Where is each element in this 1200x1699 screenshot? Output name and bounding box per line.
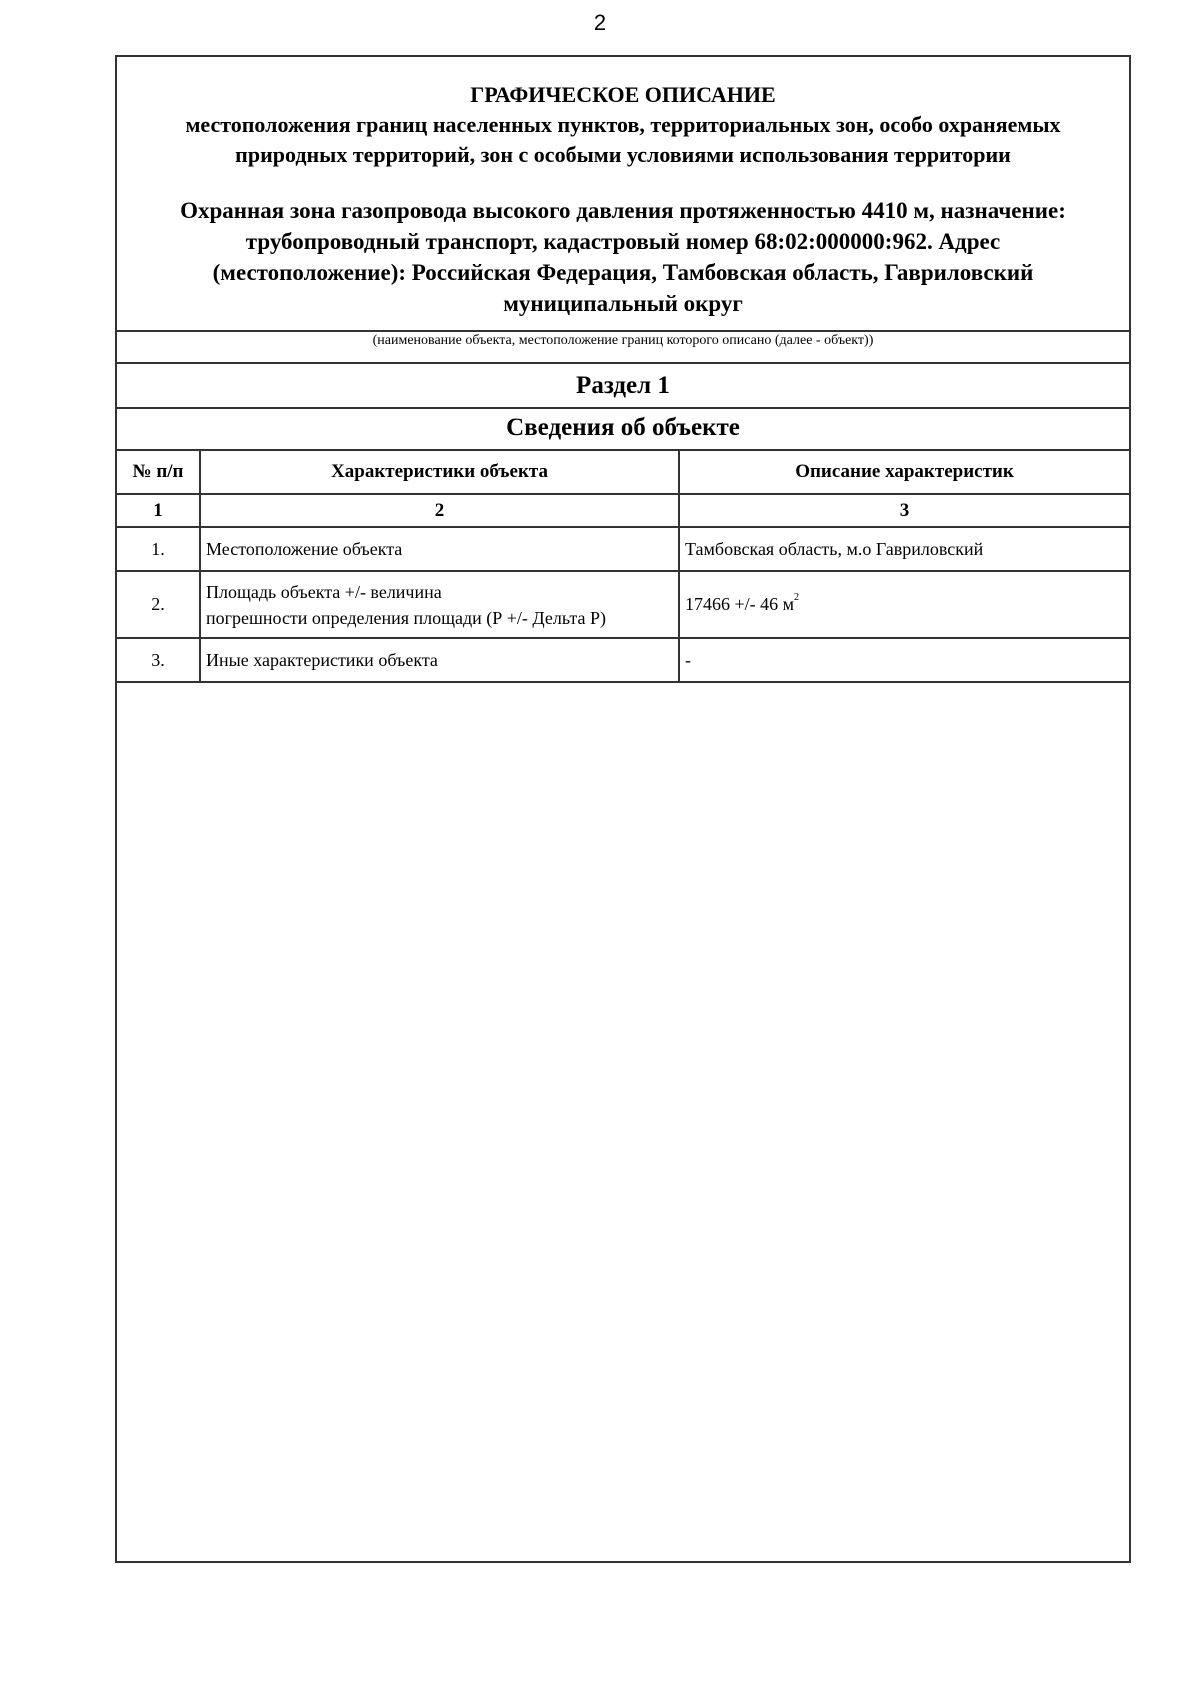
row-number: 2.	[116, 571, 200, 638]
column-index-1: 1	[116, 494, 200, 527]
column-index-2: 2	[200, 494, 679, 527]
column-index-3: 3	[679, 494, 1130, 527]
row-number: 1.	[116, 527, 200, 571]
header-characteristics: Характеристики объекта	[200, 450, 679, 494]
table-column-index-row	[116, 494, 1130, 527]
document-header	[117, 57, 1129, 332]
table-row	[116, 571, 1130, 638]
table-row	[116, 527, 1130, 571]
table-row	[116, 638, 1130, 682]
row-description	[679, 571, 1130, 638]
row-characteristic: Иные характеристики объекта	[200, 638, 679, 682]
row-number: 3.	[116, 638, 200, 682]
table-header-row	[116, 450, 1130, 494]
object-info-table	[115, 449, 1131, 683]
row-characteristic	[200, 571, 679, 638]
header-description: Описание характеристик	[679, 450, 1130, 494]
object-caption: (наименование объекта, местоположение границ которого описано (далее - объект))	[117, 330, 1129, 364]
section-title: Раздел 1	[117, 364, 1129, 409]
row-description: Тамбовская область, м.о Гавриловский	[679, 527, 1130, 571]
row-description: -	[679, 638, 1130, 682]
section-subtitle: Сведения об объекте	[506, 414, 740, 441]
row-description-superscript: 2	[794, 592, 800, 603]
header-number: № п/п	[116, 450, 200, 494]
document-frame	[115, 55, 1131, 1563]
row-characteristic: Местоположение объекта	[200, 527, 679, 571]
row-description-value: 17466 +/- 46 м	[685, 594, 795, 614]
row-characteristic-line-1: Площадь объекта +/- величина	[206, 581, 442, 602]
row-characteristic-line-2: погрешности определения площади (Р +/- Дельта Р)	[206, 607, 606, 628]
page-number: 2	[593, 10, 607, 35]
object-name: Охранная зона газопровода высокого давления протяженностью 4410 м, назначение: трубопроводный транспорт, кадастровый номер 68:02:000000:962. Адрес (местоположение): Российская Федерация, Тамбовская область, Гавриловский муниципальный округ	[180, 198, 1066, 316]
document-subtitle: местоположения границ населенных пунктов, территориальных зон, особо охраняемых природных территорий, зон с особыми условиями использования территории	[185, 112, 1061, 167]
document-title: ГРАФИЧЕСКОЕ ОПИСАНИЕ	[470, 82, 776, 107]
